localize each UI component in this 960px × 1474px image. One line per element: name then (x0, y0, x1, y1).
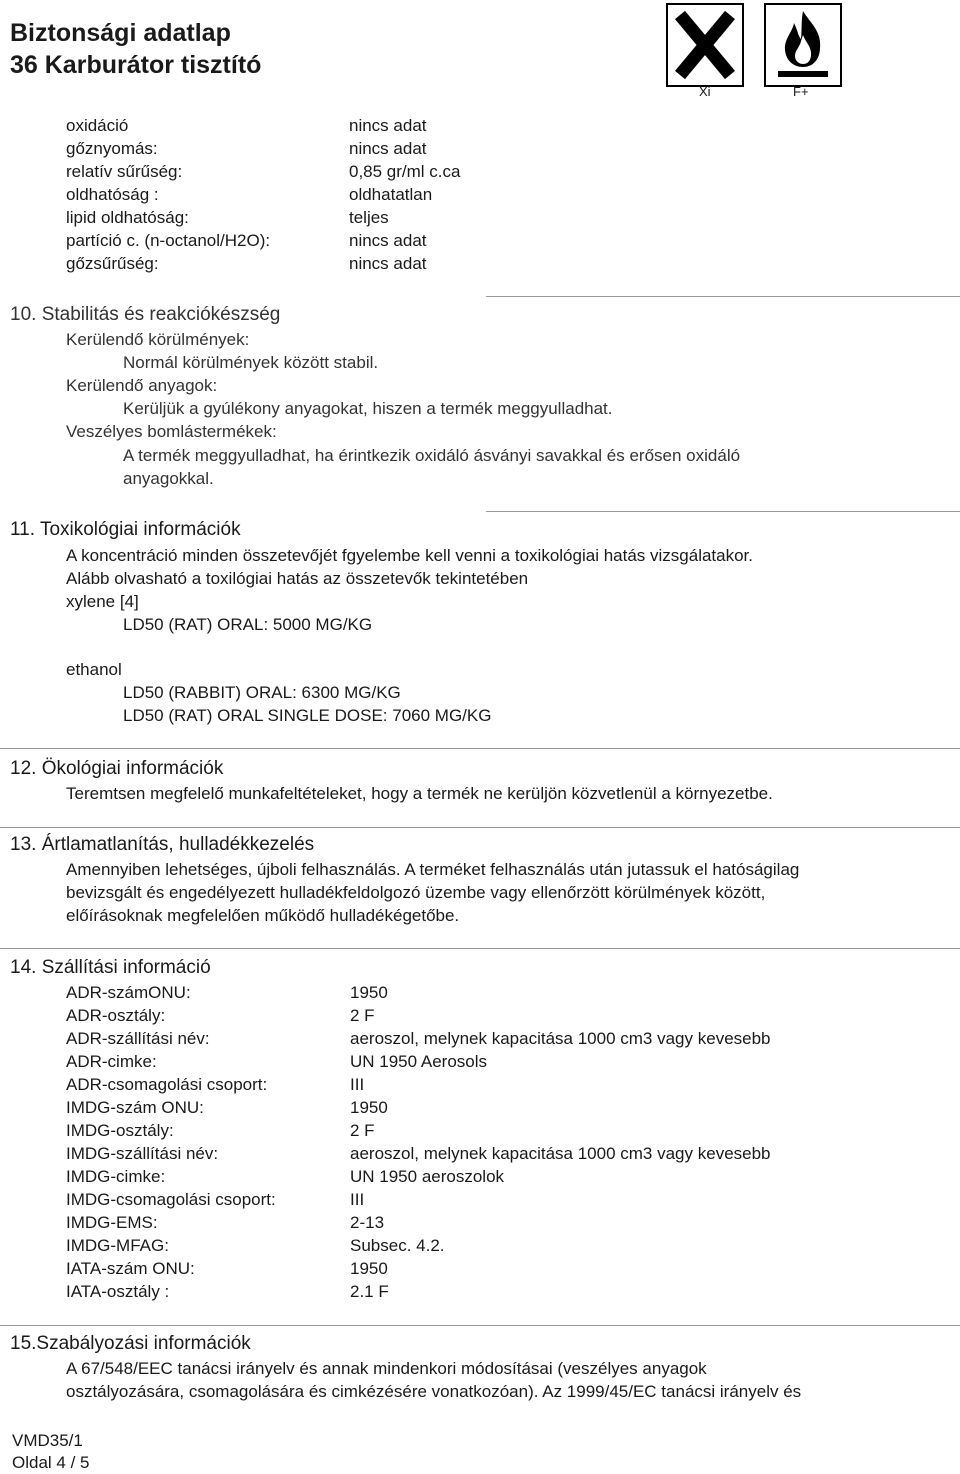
property-label: relatív sűrűség: (66, 162, 183, 181)
transport-value: III (350, 1075, 365, 1094)
property-label: gőznyomás: (66, 139, 158, 158)
document-code: VMD35/1 (12, 1431, 83, 1450)
section-11-text: Alább olvasható a toxilógiai hatás az összetevők tekintetében (66, 569, 529, 588)
transport-value: UN 1950 aeroszolok (350, 1167, 505, 1186)
section-15-text: A 67/548/EEC tanácsi irányelv és annak mindenkori módosításai (veszélyes anyagok (66, 1359, 707, 1378)
transport-value: aeroszol, melynek kapacitása 1000 cm3 vagy kevesebb (350, 1029, 771, 1048)
transport-value: 2-13 (350, 1213, 385, 1232)
transport-value: 1950 (350, 1259, 388, 1278)
section-13-title: 13. Ártlamatlanítás, hulladékkezelés (10, 834, 315, 855)
property-label: oldhatóság : (66, 185, 159, 204)
section-11-text: LD50 (RAT) ORAL: 5000 MG/KG (123, 615, 373, 634)
section-11-title: 11. Toxikológiai információk (10, 519, 241, 540)
section-13-text: Amennyiben lehetséges, újboli felhasználás. A terméket felhasználás után jutassuk el hatóságilag (66, 860, 800, 879)
section-13-text: előírásoknak megfelelően működő hulladékégetőbe. (66, 906, 460, 925)
transport-value: 1950 (350, 1098, 388, 1117)
section-15-title: 15.Szabályozási információk (10, 1333, 251, 1354)
product-name: 36 Karburátor tisztító (10, 51, 262, 79)
section-10-subheading: Veszélyes bomlástermékek: (66, 422, 277, 441)
section-divider (0, 748, 960, 749)
transport-label: ADR-szállítási név: (66, 1029, 210, 1048)
section-10-title: 10. Stabilitás és reakciókészség (10, 304, 281, 325)
section-divider (486, 296, 960, 297)
transport-label: IMDG-MFAG: (66, 1236, 169, 1255)
transport-value: Subsec. 4.2. (350, 1236, 445, 1255)
property-label: lipid oldhatóság: (66, 208, 189, 227)
transport-label: IMDG-osztály: (66, 1121, 174, 1140)
transport-label: IMDG-csomagolási csoport: (66, 1190, 276, 1209)
section-divider (0, 1325, 960, 1326)
harmful-x-icon (666, 3, 744, 87)
property-value: nincs adat (349, 116, 427, 135)
property-value: nincs adat (349, 139, 427, 158)
section-10-text: Normál körülmények között stabil. (123, 353, 379, 372)
property-label: oxidáció (66, 116, 129, 135)
transport-value: 1950 (350, 983, 388, 1002)
transport-label: ADR-cimke: (66, 1052, 157, 1071)
transport-label: IATA-szám ONU: (66, 1259, 195, 1278)
section-11-text: A koncentráció minden összetevőjét fgyelembe kell venni a toxikológiai hatás vizsgálatakor. (66, 546, 753, 565)
section-divider (486, 511, 960, 512)
transport-label: IATA-osztály : (66, 1282, 170, 1301)
section-10-text: anyagokkal. (123, 469, 214, 488)
transport-value: III (350, 1190, 365, 1209)
property-value: oldhatatlan (349, 185, 433, 204)
section-divider (0, 827, 960, 828)
property-label: gőzsűrűség: (66, 254, 159, 273)
section-11-text: ethanol (66, 660, 122, 679)
transport-value: aeroszol, melynek kapacitása 1000 cm3 vagy kevesebb (350, 1144, 771, 1163)
transport-label: ADR-csomagolási csoport: (66, 1075, 268, 1094)
property-value: 0,85 gr/ml c.ca (349, 162, 461, 181)
section-12-text: Teremtsen megfelelő munkafeltételeket, hogy a termék ne kerüljön közvetlenül a környezetbe. (66, 784, 773, 803)
transport-value: 2.1 F (350, 1282, 389, 1301)
section-12-title: 12. Ökológiai információk (10, 758, 224, 779)
section-15-text: osztályozására, csomagolására és cimkézésére vonatkozóan). Az 1999/45/EC tanácsi irányelv és (66, 1382, 802, 1401)
section-14-title: 14. Szállítási információ (10, 957, 211, 978)
section-13-text: bevizsgált és engedélyezett hulladékfeldolgozó üzembe vagy ellenőrzött körülmények között, (66, 883, 766, 902)
transport-label: IMDG-cimke: (66, 1167, 166, 1186)
transport-value: UN 1950 Aerosols (350, 1052, 488, 1071)
section-11-text: LD50 (RAT) ORAL SINGLE DOSE: 7060 MG/KG (123, 706, 492, 725)
property-value: teljes (349, 208, 389, 227)
page-number: Oldal 4 / 5 (12, 1453, 90, 1472)
transport-value: 2 F (350, 1121, 375, 1140)
transport-label: IMDG-szállítási név: (66, 1144, 219, 1163)
symbol-label-fplus: F+ (793, 84, 809, 99)
section-10-subheading: Kerülendő anyagok: (66, 376, 218, 395)
flame-icon (764, 3, 842, 87)
symbol-label-xi: Xi (699, 84, 711, 99)
document-title: Biztonsági adatlap (10, 19, 231, 47)
section-11-text: xylene [4] (66, 592, 139, 611)
transport-label: IMDG-szám ONU: (66, 1098, 204, 1117)
property-label: partíció c. (n-octanol/H2O): (66, 231, 271, 250)
transport-label: ADR-osztály: (66, 1006, 166, 1025)
section-10-text: A termék meggyulladhat, ha érintkezik oxidáló ásványi savakkal és erősen oxidáló (123, 446, 741, 465)
section-divider (0, 948, 960, 949)
section-10-subheading: Kerülendő körülmények: (66, 330, 250, 349)
section-10-text: Kerüljük a gyúlékony anyagokat, hiszen a termék meggyulladhat. (123, 399, 613, 418)
transport-label: IMDG-EMS: (66, 1213, 158, 1232)
property-value: nincs adat (349, 254, 427, 273)
section-11-text: LD50 (RABBIT) ORAL: 6300 MG/KG (123, 683, 401, 702)
property-value: nincs adat (349, 231, 427, 250)
transport-label: ADR-számONU: (66, 983, 191, 1002)
transport-value: 2 F (350, 1006, 375, 1025)
